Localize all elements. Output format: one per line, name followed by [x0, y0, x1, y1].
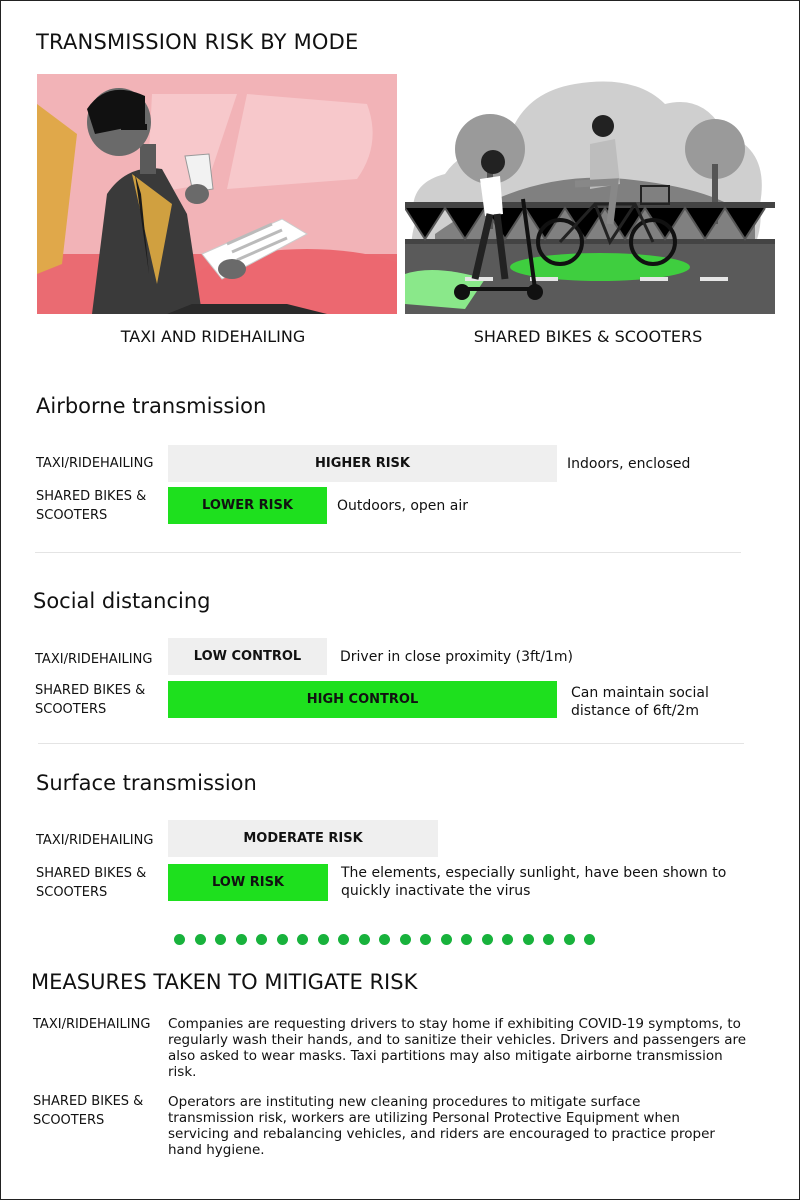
airborne-taxi-bar: HIGHER RISK — [168, 445, 557, 482]
surface-bikes-bar: LOW RISK — [168, 864, 328, 901]
surface-taxi-label: TAXI/RIDEHAILING — [36, 833, 154, 848]
measures-taxi-text: Companies are requesting drivers to stay home if exhibiting COVID-19 symptoms, to regularly wash their hands, and to sanitize their vehicles. Drivers and passengers are also asked to wear masks. Taxi partitions may also mitigate airborne transmission risk. — [168, 1016, 747, 1080]
airborne-taxi-desc: Indoors, enclosed — [567, 456, 691, 472]
taxi-illustration — [37, 74, 397, 314]
distancing-taxi-desc: Driver in close proximity (3ft/1m) — [340, 649, 573, 665]
distancing-heading: Social distancing — [33, 589, 211, 613]
dotted-divider — [174, 934, 595, 945]
bikes-scooters-illustration — [405, 74, 765, 314]
measures-taxi-label: TAXI/RIDEHAILING — [33, 1017, 151, 1032]
divider — [35, 552, 741, 553]
surface-heading: Surface transmission — [36, 771, 257, 795]
airborne-taxi-label: TAXI/RIDEHAILING — [36, 456, 154, 471]
measures-bikes-label: SHARED BIKES & SCOOTERS — [33, 1094, 144, 1128]
airborne-heading: Airborne transmission — [36, 394, 267, 418]
distancing-taxi-label: TAXI/RIDEHAILING — [35, 652, 153, 667]
surface-taxi-bar: MODERATE RISK — [168, 820, 438, 857]
surface-bikes-desc: The elements, especially sunlight, have been shown to quickly inactivate the virus — [341, 865, 727, 899]
distancing-bikes-desc: Can maintain social distance of 6ft/2m — [571, 685, 709, 719]
distancing-bikes-bar: HIGH CONTROL — [168, 681, 557, 718]
distancing-taxi-bar: LOW CONTROL — [168, 638, 327, 675]
taxi-caption: TAXI AND RIDEHAILING — [120, 327, 306, 346]
airborne-bikes-bar: LOWER RISK — [168, 487, 327, 524]
bikes-caption: SHARED BIKES & SCOOTERS — [473, 327, 703, 346]
divider — [38, 743, 744, 744]
measures-heading: MEASURES TAKEN TO MITIGATE RISK — [31, 970, 418, 994]
page-title: TRANSMISSION RISK BY MODE — [36, 30, 359, 54]
distancing-bikes-label: SHARED BIKES & SCOOTERS — [35, 683, 146, 717]
surface-bikes-label: SHARED BIKES & SCOOTERS — [36, 866, 147, 900]
airborne-bikes-label: SHARED BIKES & SCOOTERS — [36, 489, 147, 523]
airborne-bikes-desc: Outdoors, open air — [337, 498, 468, 514]
measures-bikes-text: Operators are instituting new cleaning procedures to mitigate surface transmission risk, workers are utilizing Personal Protective Equipment when servicing and rebalancing vehicles, and riders are encouraged to practice proper hand hygiene. — [168, 1094, 715, 1158]
